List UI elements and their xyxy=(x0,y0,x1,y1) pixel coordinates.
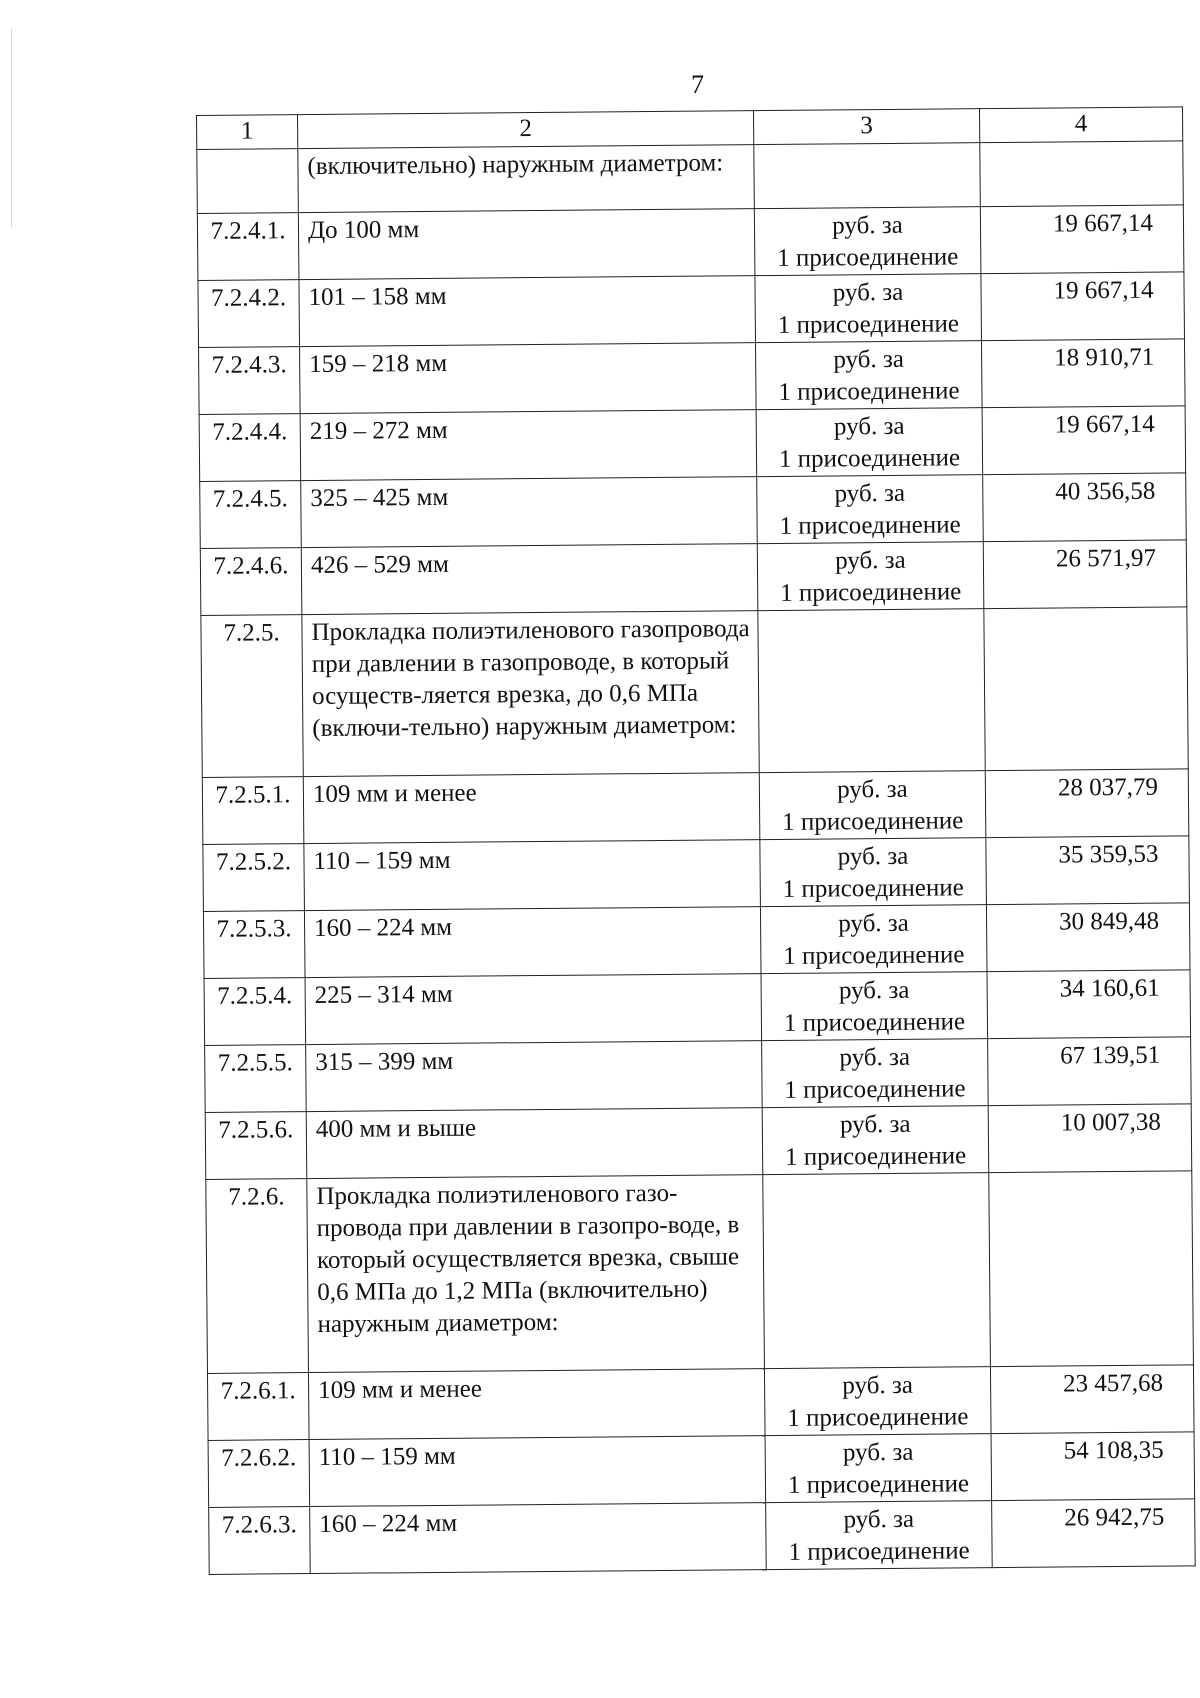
item-value: 19 667,14 xyxy=(981,272,1185,341)
item-description: 101 – 158 мм xyxy=(299,276,756,347)
item-number: 7.2.4.6. xyxy=(200,548,302,616)
item-description: 225 – 314 мм xyxy=(305,974,762,1045)
table-row xyxy=(199,406,1186,482)
item-value: 26 942,75 xyxy=(992,1499,1196,1568)
item-unit xyxy=(762,1106,989,1175)
table-row xyxy=(205,1104,1192,1180)
unit-line-2: 1 присоединение xyxy=(783,941,965,970)
item-value: 67 139,51 xyxy=(988,1037,1192,1106)
table-row xyxy=(202,769,1189,845)
item-number: 7.2.6.3. xyxy=(209,1507,311,1575)
table-row xyxy=(200,540,1187,616)
column-header: 1 xyxy=(197,115,298,150)
item-description: 109 мм и менее xyxy=(303,773,760,844)
item-value xyxy=(980,141,1184,207)
table-row xyxy=(208,1432,1195,1508)
table-row xyxy=(197,205,1184,281)
item-number: 7.2.4.3. xyxy=(199,347,301,415)
unit-line-1: руб. за xyxy=(837,842,909,871)
item-unit xyxy=(762,1039,989,1108)
table-row xyxy=(201,607,1188,778)
column-header: 4 xyxy=(979,107,1182,143)
table-row xyxy=(197,141,1184,214)
unit-line-2: 1 присоединение xyxy=(782,874,964,903)
unit-line-2: 1 присоединение xyxy=(778,377,960,406)
item-unit xyxy=(758,609,985,773)
item-description: 315 – 399 мм xyxy=(306,1041,763,1112)
table-row xyxy=(205,1037,1192,1113)
item-number: 7.2.5.3. xyxy=(203,911,305,979)
item-unit xyxy=(763,1173,991,1369)
unit-line-1: руб. за xyxy=(835,546,906,575)
unit-line-1: руб. за xyxy=(838,976,910,1005)
unit-line-1: руб. за xyxy=(832,211,903,240)
item-value: 34 160,61 xyxy=(987,970,1191,1039)
item-description: (включительно) наружным диаметром: xyxy=(298,145,755,213)
unit-line-2: 1 присоединение xyxy=(784,1075,966,1104)
unit-line-1: руб. за xyxy=(833,345,905,374)
unit-line-2: 1 присоединение xyxy=(777,243,959,272)
item-value: 35 359,53 xyxy=(986,836,1190,905)
item-unit xyxy=(755,274,982,343)
item-number: 7.2.4.5. xyxy=(200,481,302,549)
item-description: 110 – 159 мм xyxy=(309,1436,766,1507)
item-value: 26 571,97 xyxy=(983,540,1187,609)
column-header: 3 xyxy=(753,109,979,145)
item-unit xyxy=(756,341,983,410)
unit-line-1: руб. за xyxy=(842,1371,913,1400)
unit-line-2: 1 присоединение xyxy=(784,1142,967,1171)
item-value: 40 356,58 xyxy=(983,473,1187,542)
item-unit xyxy=(757,475,984,544)
table-row xyxy=(200,473,1187,549)
item-number xyxy=(197,149,299,214)
scan-edge-line xyxy=(11,28,12,228)
item-number: 7.2.5. xyxy=(201,615,303,778)
item-number: 7.2.6.1. xyxy=(207,1373,309,1441)
item-unit xyxy=(764,1367,991,1436)
item-description: 219 – 272 мм xyxy=(300,410,757,481)
unit-line-2: 1 присоединение xyxy=(778,444,961,473)
table-row xyxy=(204,970,1191,1046)
unit-line-2: 1 присоединение xyxy=(787,1470,970,1499)
item-number: 7.2.5.5. xyxy=(205,1045,307,1113)
item-value: 19 667,14 xyxy=(980,205,1184,274)
unit-line-1: руб. за xyxy=(834,479,906,508)
item-value: 18 910,71 xyxy=(981,339,1185,408)
item-number: 7.2.5.2. xyxy=(203,844,305,912)
unit-line-2: 1 присоединение xyxy=(783,1008,966,1037)
unit-line-2: 1 присоединение xyxy=(777,310,960,339)
item-number: 7.2.4.1. xyxy=(197,213,299,281)
item-description: Прокладка полиэтиленового газо-провода при давлении в газопро-воде, в который осуществляется врезка, свыше 0,6 МПа до 1,2 МПа (включительно) наружным диаметром: xyxy=(307,1175,765,1373)
item-description: 325 – 425 мм xyxy=(301,477,758,548)
item-number: 7.2.5.6. xyxy=(205,1112,307,1180)
item-number: 7.2.6. xyxy=(206,1179,309,1374)
item-description: 160 – 224 мм xyxy=(310,1503,767,1574)
item-description: 110 – 159 мм xyxy=(304,840,761,911)
unit-line-1: руб. за xyxy=(842,1438,914,1467)
item-value xyxy=(984,607,1188,771)
page-number: 7 xyxy=(691,70,704,99)
unit-line-1: руб. за xyxy=(833,412,905,441)
item-unit xyxy=(765,1434,992,1503)
item-description: 400 мм и выше xyxy=(306,1108,763,1179)
item-description: 160 – 224 мм xyxy=(304,907,761,978)
item-number: 7.2.4.2. xyxy=(198,280,300,348)
unit-line-2: 1 присоединение xyxy=(782,807,964,836)
unit-line-2: 1 присоединение xyxy=(788,1537,970,1566)
unit-line-1: руб. за xyxy=(837,775,908,804)
item-unit xyxy=(760,838,987,907)
item-number: 7.2.5.4. xyxy=(204,978,306,1046)
unit-line-1: руб. за xyxy=(838,909,909,938)
unit-line-2: 1 присоединение xyxy=(787,1403,969,1432)
item-value: 54 108,35 xyxy=(991,1432,1195,1501)
item-number: 7.2.4.4. xyxy=(199,414,301,482)
item-unit xyxy=(757,542,984,611)
unit-line-2: 1 присоединение xyxy=(779,511,961,540)
item-unit xyxy=(754,207,981,276)
unit-line-1: руб. за xyxy=(843,1505,915,1534)
item-unit xyxy=(760,905,987,974)
table-row xyxy=(209,1499,1196,1575)
unit-line-1: руб. за xyxy=(839,1110,911,1139)
item-value: 30 849,48 xyxy=(986,903,1190,972)
item-unit xyxy=(756,408,983,477)
item-description: 159 – 218 мм xyxy=(300,343,757,414)
unit-line-1: руб. за xyxy=(839,1043,911,1072)
column-header: 2 xyxy=(298,111,754,149)
item-description: Прокладка полиэтиленового газопровода при давлении в газопроводе, в который осуществ-ляется врезка, до 0,6 МПа (включи-тельно) наружным диаметром: xyxy=(302,611,759,777)
table-row xyxy=(199,339,1186,415)
item-value: 28 037,79 xyxy=(985,769,1189,838)
tariff-table xyxy=(196,106,1196,1575)
table-row xyxy=(207,1365,1194,1441)
item-value xyxy=(989,1171,1194,1367)
item-description: 109 мм и менее xyxy=(308,1369,765,1440)
table-row xyxy=(198,272,1185,348)
item-unit xyxy=(754,143,981,209)
item-unit xyxy=(759,771,986,840)
item-number: 7.2.5.1. xyxy=(202,777,304,845)
item-unit xyxy=(766,1501,993,1570)
item-number: 7.2.6.2. xyxy=(208,1440,310,1508)
table-row xyxy=(203,836,1190,912)
unit-line-2: 1 присоединение xyxy=(780,578,962,607)
item-value: 19 667,14 xyxy=(982,406,1186,475)
item-description: До 100 мм xyxy=(298,209,755,280)
item-description: 426 – 529 мм xyxy=(301,544,758,615)
table-row xyxy=(206,1171,1194,1374)
item-unit xyxy=(761,972,988,1041)
item-value: 10 007,38 xyxy=(988,1104,1192,1173)
table-row xyxy=(203,903,1190,979)
unit-line-1: руб. за xyxy=(832,278,904,307)
item-value: 23 457,68 xyxy=(990,1365,1194,1434)
